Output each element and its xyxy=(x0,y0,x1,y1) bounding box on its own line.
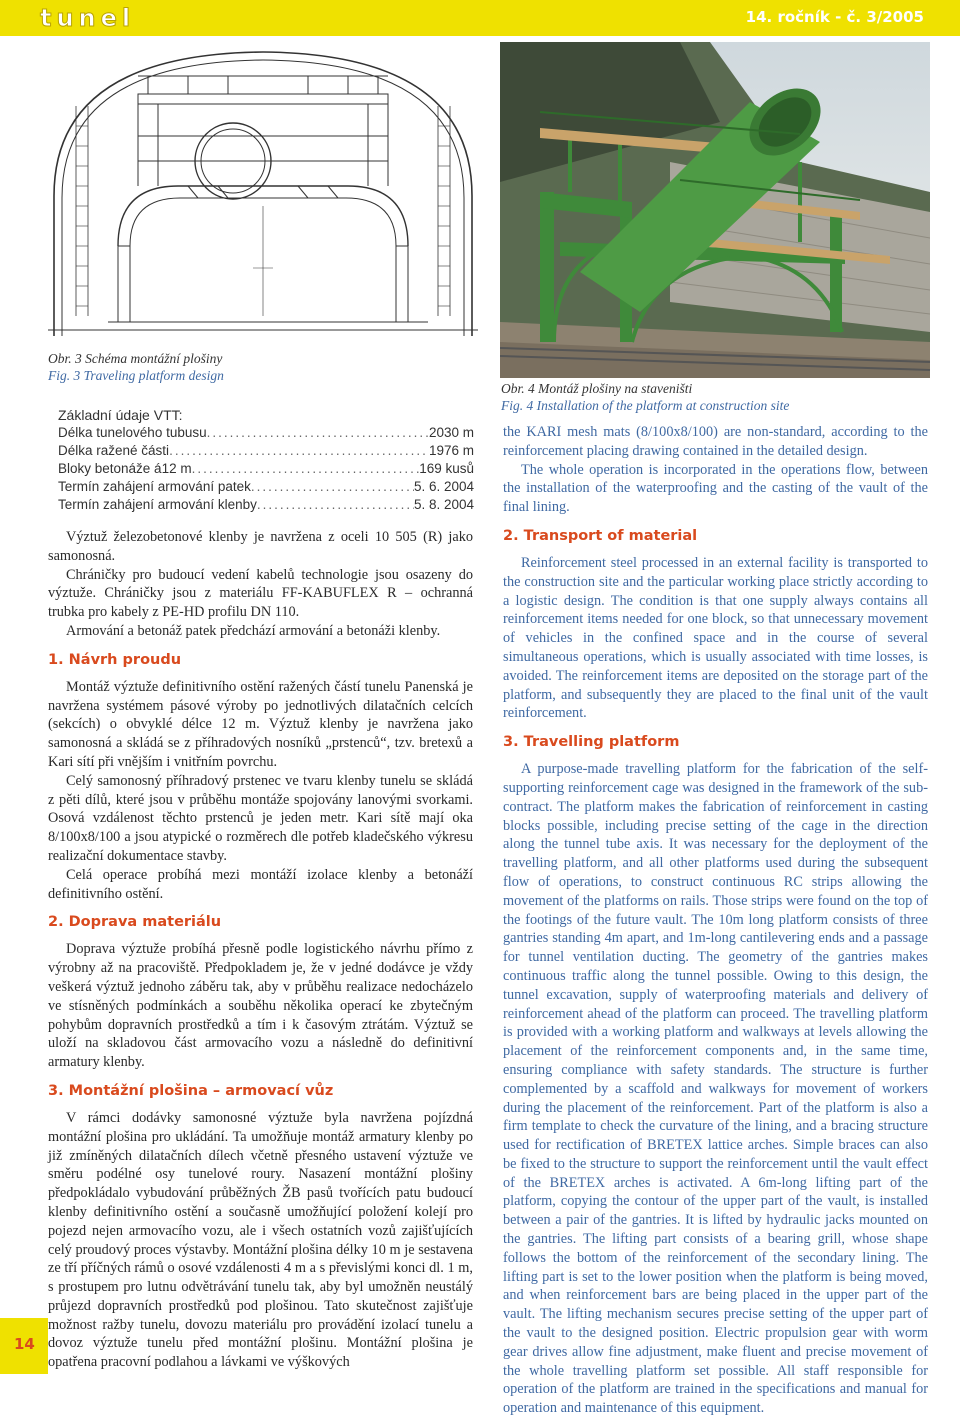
vtt-row-leader xyxy=(207,424,429,442)
paragraph: Doprava výztuže probíhá přesně podle logistického návrhu přímo z výrobny až na pracoviště. Předpokladem je, že v jedné dodávce je vždy veškerá výztuž jednoho záběru tak, aby v průběhu realizace nedocházelo ve stísněných podmínkách a souběhu několika operací ke zbytečným pohybům dopravních prostředků a tím i k časovým ztrátám. Výztuž se uloží na skladovou část armovacího vozu a následně do definitivní armatury klenby. xyxy=(48,941,473,1071)
vtt-row-value: 5. 6. 2004 xyxy=(413,479,474,494)
figure3-caption-cz: Obr. 3 Schéma montážní plošiny xyxy=(48,351,223,366)
vtt-row-leader xyxy=(169,442,429,460)
issue-number: 14. ročník - č. 3/2005 xyxy=(745,8,924,26)
vtt-row-label: Délka ražené části xyxy=(58,443,170,458)
paragraph: Celá operace probíhá mezi montáží izolace klenby a betonáží definitivního ostění. xyxy=(48,866,473,902)
vtt-row-leader xyxy=(192,460,420,478)
vtt-row-value: 5. 8. 2004 xyxy=(413,497,474,512)
paragraph: V rámci dodávky samonosné výztuže byla navržena pojízdná montážní plošina pro ukládání. Ta umožňuje montáž armatury klenby po již zmíněných dilatačních dílech včetně přesného ustavení výztuže ve směru podélné osy tunelové roury. Nasazení montážní plošiny předpokládalo vybudování průběžných ŽB pasů tvořících patu budoucí klenby definitivního ostění a současně umožňující položení kolejí pro pojezd nejen armovacího vozu, ale i všech ostatních vozů zajišťujících celý proudový proces výstavby. Montážní plošina délky 10 m je sestavena ze tří příčných rámů o osové vzdálenosti 4 m a s převislými konci dl. 1 m, s prostupem pro lutnu odvětrávání tunelu tak, aby byl umožněn neustálý průjezd dopravních prostředků pod plošinou. Tato skutečnost zajišťuje možnost ražby tunelu, dovozu materiálu pro provádění izolací tunelu a dovoz výztuže tunelu před montážní plošinu. Montážní plošina je opatřena pracovní podlahou a lávkami ve výškových xyxy=(48,1109,473,1371)
vtt-row-leader xyxy=(251,478,414,496)
vtt-row-leader xyxy=(257,496,414,514)
vtt-row-label: Termín zahájení armování klenby xyxy=(58,497,257,512)
paragraph: The whole operation is incorporated in the operations flow, between the installation of the waterproofing and the casting of the vault of the final lining. xyxy=(503,461,928,516)
platform-design-drawing xyxy=(48,46,478,342)
figure4-caption-en: Fig. 4 Installation of the platform at construction site xyxy=(501,398,790,413)
vtt-row-value: 2030 m xyxy=(428,425,474,440)
vtt-basic-data xyxy=(58,406,474,514)
section-heading: 3. Montážní plošina – armovací vůz xyxy=(48,1082,334,1099)
vtt-row-label: Termín zahájení armování patek xyxy=(58,479,251,494)
vtt-title: Základní údaje VTT: xyxy=(58,407,183,423)
paragraph: Reinforcement steel processed in an external facility is transported to the construction site and the particular working place strictly according to a logistic design. The condition is that one supply always contains all reinforcement items needed for one block, so that unnecessary movement of vehicles in the confined space and in the course of several simultaneous operations, which is usually associated with time losses, is avoided. The reinforcement items are deposited on the storage part of the platform, and subsequently they are placed to the final unit of the vault reinforcement. xyxy=(503,554,928,722)
section-heading: 1. Návrh proudu xyxy=(48,651,182,668)
paragraph: Chráničky pro budoucí vedení kabelů technologie jsou osazeny do výztuže. Chráničky jsou z materiálu FF-KABUFLEX R – ochranná trubka pro kabely z PE-HD profilu DN 110. xyxy=(48,566,473,621)
vtt-row xyxy=(58,442,474,460)
paragraph: Výztuž železobetonové klenby je navržena z oceli 10 505 (R) jako samonosná. xyxy=(48,529,473,564)
section-heading: 2. Doprava materiálu xyxy=(48,914,222,931)
paragraph: Montáž výztuže definitivního ostění ražených částí tunelu Panenská je navržena systémem pásové výroby po jednotlivých dilatačních celcích (sekcích) o obvyklé délce 12 m. Výztuž klenby je navržena jako samonosná a skládá se z příhradových nosníků „prstenců“, tzv. bretexů a Kari sítí při vnějším i vnitřním povrchu. xyxy=(48,678,473,770)
paragraph: A purpose-made travelling platform for the fabrication of the self-supporting reinforcement cage was designed in the framework of the sub-contract. The platform makes the fabrication of reinforcement in casting blocks possible, including precise setting of the cage in the direction along the tunnel tube axis. It was necessary for the deployment of the travelling platform, and all other platforms used during the subsequent flow of operations, to construct continuous RC strips allowing the movement of the platforms on rails. Those strips were found on the top of the footings of the future vault. The 10m long platform consists of three gantries standing 4m apart, and 1m-long cantilevering ends and a passage for tunnel ventilation ducting. The geometry of the gantries makes continuous traffic along the tunnel possible. Owing to this design, the tunnel excavation, supply of waterproofing materials and delivery of reinforcement ahead of the platform can proceed. The travelling platform is provided with a working platform and walkways at levels allowing the placement of the reinforcement components and, in the same time, ensuring compliance with safety standards. The structure is further complemented by a scaffold and walkways for movement of workers during the placement of the reinforcement. Part of the platform is also a firm template to check the curvature of the lining, and a bracing structure used for rectification of BRETEX lattice arches. Simple braces can also be fixed to the structure to support the reinforcement until the vault effect of the BRETEX arches is activated. A 6m-long lifting part of the platform, copying the contour of the upper part of the vault, is installed between a pair of the gantries. It is lifted by hydraulic jacks mounted on the gantries. The lifting part consists of a bearing grill, whose shape follows the bottom of the reinforcement of the secondary lining. The lifting part is set to the lower position when the platform is being moved, and when reinforcement bars are being placed in the upper part of the vault. The lifting mechanism secures precise setting of the upper part of the vault to the designed position. Electric propulsion gear with worm gear drives allow fine adjustment, make fluent and precise movement of the whole travelling platform set possible. All staff responsible for operation of the platform are trained in the specifications and manual for operation and maintenance of this equipment. xyxy=(503,761,928,1417)
page-number-badge xyxy=(0,1318,48,1374)
vtt-row xyxy=(58,478,474,496)
page-header xyxy=(0,0,960,36)
figure3-caption-en: Fig. 3 Traveling platform design xyxy=(48,368,224,383)
paragraph: Celý samonosný příhradový prstenec ve tvaru klenby tunelu se skládá z pěti dílů, které jsou v průběhu montáže spojovány lanovými svorkami. Osová vzdálenost těchto prstenců je jeden metr. Kari sítě mají oka 8/100x8/100 a jsou atypické o rozměrech dle potřeb kladečského výkresu realizační dokumentace stavby. xyxy=(48,772,473,864)
section-heading: 2. Transport of material xyxy=(503,527,698,544)
vtt-row xyxy=(58,496,474,514)
vtt-row-value: 169 kusů xyxy=(419,461,474,476)
platform-installation-photo xyxy=(500,42,930,378)
vtt-row xyxy=(58,460,474,478)
figure4-caption-cz: Obr. 4 Montáž plošiny na staveništi xyxy=(501,381,693,396)
vtt-row xyxy=(58,424,474,442)
czech-column xyxy=(48,528,473,1372)
page-number: 14 xyxy=(14,1335,35,1353)
vtt-row-label: Délka tunelového tubusu xyxy=(58,425,207,440)
vtt-row-value: 1976 m xyxy=(428,443,474,458)
section-heading: 3. Travelling platform xyxy=(503,734,680,751)
paragraph: the KARI mesh mats (8/100x8/100) are non-standard, according to the reinforcement placing drawing contained in the detailed design. xyxy=(503,424,928,459)
vtt-row-label: Bloky betonáže á12 m xyxy=(58,461,192,476)
english-column xyxy=(503,423,928,1418)
paragraph: Armování a betonáž patek předchází armování a betonáži klenby. xyxy=(66,622,441,639)
tunel-logo: tunel xyxy=(40,4,136,32)
